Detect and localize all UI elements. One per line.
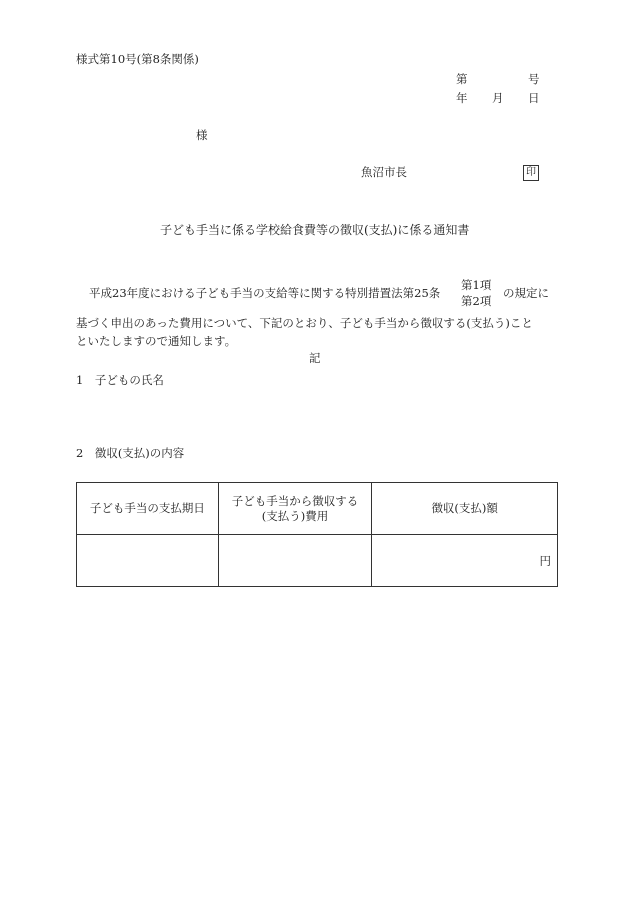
cell-collected-cost[interactable] (218, 535, 372, 587)
form-id: 様式第10号(第8条関係) (76, 52, 199, 66)
document-title: 子ども手当に係る学校給食費等の徴収(支払)に係る通知書 (160, 223, 470, 237)
clause-option-1: 第1項 (461, 278, 492, 292)
seal-mark: 印 (523, 165, 539, 181)
content-table (76, 482, 558, 587)
section-2-heading: 2 徴収(支払)の内容 (76, 446, 185, 460)
body-line-1-pre: 平成23年度における子ども手当の支給等に関する特別措置法第25条 (89, 286, 441, 300)
header-payment-date: 子ども手当の支払期日 (77, 483, 219, 535)
ki-marker: 記 (309, 351, 321, 365)
body-line-3: といたしますので通知します。 (76, 334, 237, 348)
table-header-row (77, 483, 558, 535)
body-line-2: 基づく申出のあった費用について、下記のとおり、子ども手当から徴収する(支払う)こと (76, 316, 533, 330)
addressee-suffix: 様 (196, 128, 208, 142)
header-amount: 徴収(支払)額 (372, 483, 558, 535)
body-line-1-post: の規定に (503, 286, 549, 300)
header-collected-cost (218, 483, 372, 535)
date-month: 月 (492, 91, 504, 105)
table-row (77, 535, 558, 587)
doc-number-suffix: 号 (528, 72, 540, 86)
cell-amount-yen[interactable]: 円 (372, 535, 558, 587)
clause-option-2: 第2項 (461, 294, 492, 308)
date-year: 年 (456, 91, 468, 105)
header-collected-cost-label: 子ども手当から徴収する (支払う)費用 (231, 493, 359, 523)
section-1-heading: 1 子どもの氏名 (76, 373, 164, 387)
doc-number-prefix: 第 (456, 72, 468, 86)
date-day: 日 (528, 91, 540, 105)
cell-payment-date[interactable] (77, 535, 219, 587)
sender-name: 魚沼市長 (361, 165, 407, 179)
